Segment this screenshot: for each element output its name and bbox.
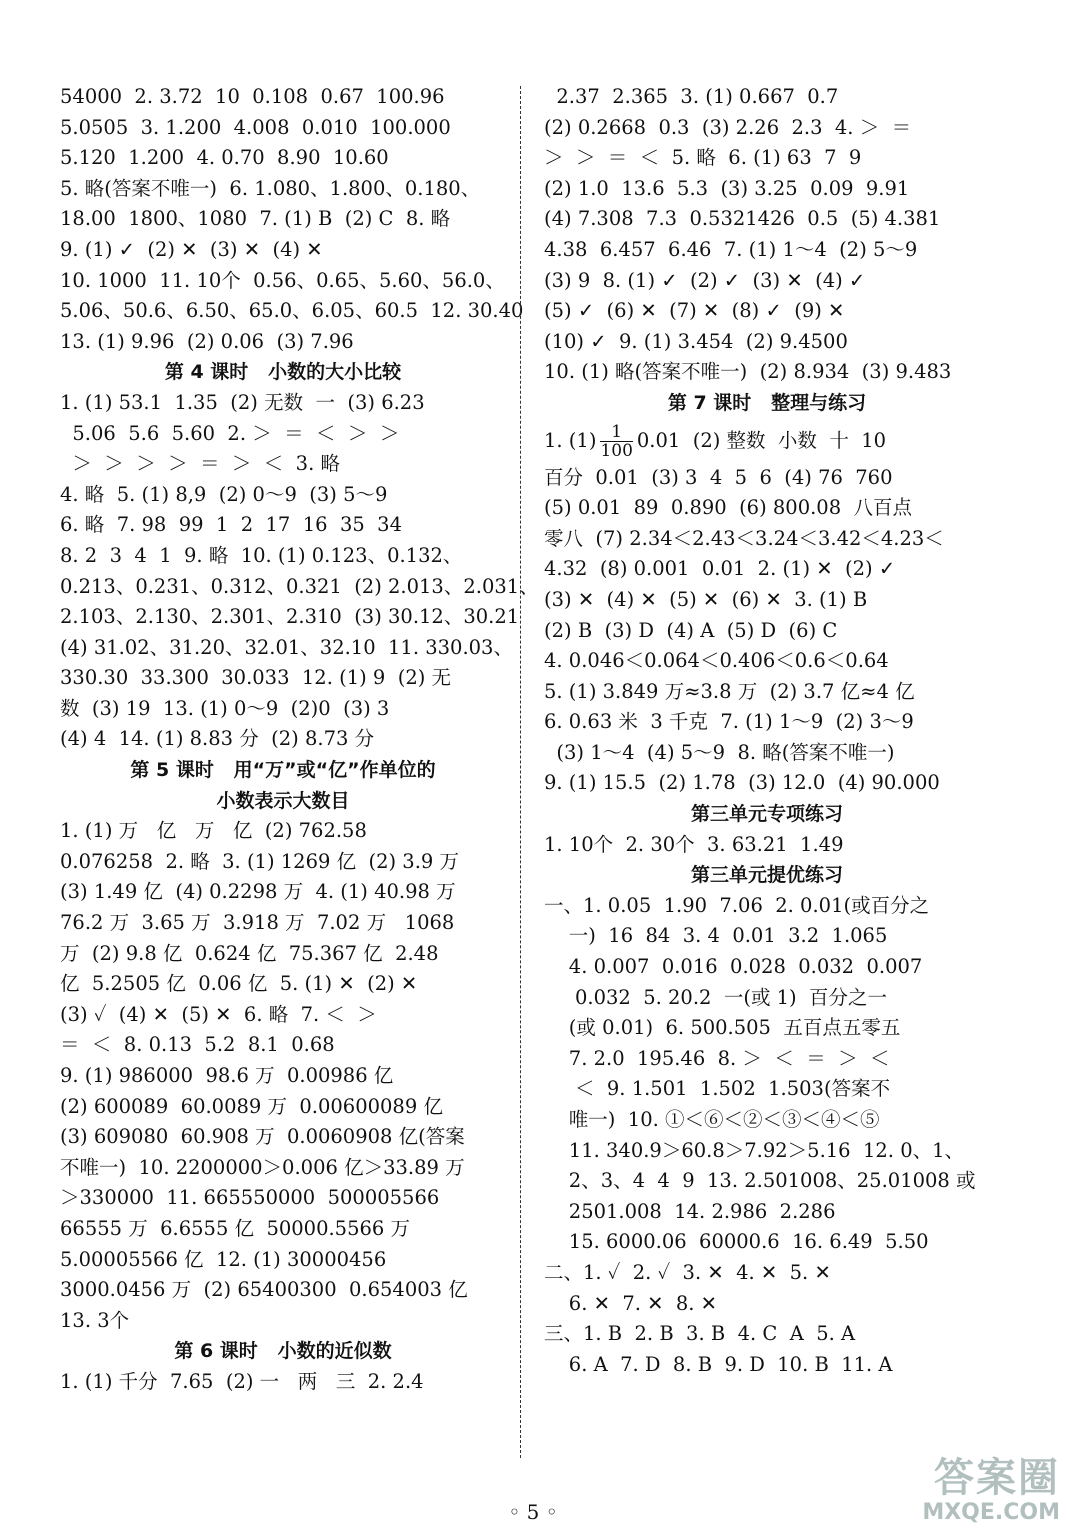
- answer-line: ＜ 9. 1.501 1.502 1.503(答案不: [544, 1077, 891, 1101]
- answer-line: 13. 3个: [60, 1308, 130, 1332]
- answer-line: 2.103、2.130、2.301、2.310 (3) 30.12、30.21: [60, 605, 520, 629]
- answer-line: 万 (2) 9.8 亿 0.624 亿 75.367 亿 2.48: [60, 941, 439, 965]
- answer-line: 7. 2.0 195.46 8. ＞ ＜ ＝ ＞ ＜: [544, 1046, 890, 1070]
- answer-line: 6. ✕ 7. ✕ 8. ✕: [544, 1291, 718, 1315]
- answer-text: 0.01 (2) 整数 小数 十 10: [636, 428, 887, 452]
- section-heading: 第三单元专项练习: [690, 803, 843, 826]
- answer-line: (3) 1～4 (4) 5～9 8. 略(答案不唯一): [544, 740, 895, 764]
- answer-line: 2.37 2.365 3. (1) 0.667 0.7: [544, 85, 839, 108]
- left-answer-column: [60, 82, 539, 1398]
- answer-line: (2) B (3) D (4) A (5) D (6) C: [544, 618, 838, 642]
- answer-line: ＝ ＜ 8. 0.13 5.2 8.1 0.68: [60, 1033, 335, 1057]
- watermark-text: 答案圈: [934, 1455, 1060, 1501]
- section-heading: 小数表示大数目: [216, 789, 350, 812]
- fraction-numerator: 1: [600, 423, 632, 442]
- answer-line: 18.00 1800、1080 7. (1) B (2) C 8. 略: [60, 207, 451, 231]
- answer-line: 不唯一) 10. 2200000＞0.006 亿＞33.89 万: [60, 1155, 465, 1179]
- answer-line: 4.32 (8) 0.001 0.01 2. (1) ✕ (2) ✓: [544, 557, 896, 581]
- fraction-denominator: 100: [600, 440, 633, 461]
- answer-line: 5.00005566 亿 12. (1) 30000456: [60, 1247, 387, 1271]
- answer-line: 亿 5.2505 亿 0.06 亿 5. (1) ✕ (2) ✕: [60, 972, 418, 996]
- answer-line: 4.38 6.457 6.46 7. (1) 1～4 (2) 5～9: [544, 237, 918, 261]
- answer-line: 5. (1) 3.849 万≈3.8 万 (2) 3.7 亿≈4 亿: [544, 679, 915, 703]
- answer-line: (2) 600089 60.0089 万 0.00600089 亿: [60, 1094, 443, 1118]
- fraction: [600, 423, 632, 460]
- answer-line: 0.032 5. 20.2 一(或 1) 百分之一: [544, 985, 888, 1009]
- answer-line: 330.30 33.300 30.033 12. (1) 9 (2) 无: [60, 666, 452, 690]
- answer-line: 13. (1) 9.96 (2) 0.06 (3) 7.96: [60, 329, 354, 353]
- answer-line: 5. 略(答案不唯一) 6. 1.080、1.800、0.180、: [60, 176, 481, 200]
- answer-line: (5) ✓ (6) ✕ (7) ✕ (8) ✓ (9) ✕: [544, 299, 845, 323]
- answer-line: 5.06、50.6、6.50、65.0、6.05、60.5 12. 30.40: [60, 299, 524, 323]
- page-number: ◦ 5 ◦: [508, 1500, 558, 1524]
- answer-line: 6. A 7. D 8. B 9. D 10. B 11. A: [544, 1352, 893, 1376]
- answer-line: 1. (1) 千分 7.65 (2) 一 两 三 2. 2.4: [60, 1369, 424, 1393]
- answer-line: (3) 609080 60.908 万 0.0060908 亿(答案: [60, 1125, 465, 1149]
- right-answer-column: [544, 82, 990, 1380]
- answer-line: (3) 1.49 亿 (4) 0.2298 万 4. (1) 40.98 万: [60, 880, 456, 904]
- answer-line: 一、1. 0.05 1.90 7.06 2. 0.01(或百分之: [544, 893, 930, 917]
- answer-line: 三、1. B 2. B 3. B 4. C A 5. A: [544, 1322, 856, 1346]
- answer-line: 一) 16 84 3. 4 0.01 3.2 1.065: [544, 924, 888, 948]
- answer-line: 15. 6000.06 60000.6 16. 6.49 5.50: [544, 1230, 929, 1254]
- section-heading: 第 7 课时 整理与练习: [667, 391, 867, 414]
- answer-line: 4. 0.007 0.016 0.028 0.032 0.007: [544, 955, 923, 979]
- answer-line: ＞ ＞ ＞ ＞ ＝ ＞ ＜ 3. 略: [60, 452, 340, 476]
- answer-line: 6. 0.63 米 3 千克 7. (1) 1～9 (2) 3～9: [544, 710, 914, 734]
- answer-line: 10. (1) 略(答案不唯一) (2) 8.934 (3) 9.483: [544, 360, 952, 384]
- answer-line: 54000 2. 3.72 10 0.108 0.67 100.96: [60, 85, 445, 108]
- section-heading: 第三单元提优练习: [690, 864, 843, 887]
- section-heading: 第 5 课时 用“万”或“亿”作单位的: [130, 759, 436, 782]
- answer-text: 1. (1): [544, 428, 597, 452]
- answer-line: 5.120 1.200 4. 0.70 8.90 10.60: [60, 146, 389, 170]
- column-divider: [520, 86, 521, 1458]
- answer-line: 8. 2 3 4 1 9. 略 10. (1) 0.123、0.132、: [60, 543, 463, 567]
- answer-line: 5.0505 3. 1.200 4.008 0.010 100.000: [60, 115, 451, 139]
- answer-line: (4) 31.02、31.20、32.01、32.10 11. 330.03、: [60, 635, 513, 659]
- answer-line: 9. (1) 986000 98.6 万 0.00986 亿: [60, 1064, 394, 1087]
- answer-line: (2) 0.2668 0.3 (3) 2.26 2.3 4. ＞ ＝: [544, 115, 912, 139]
- answer-line: 1. 10个 2. 30个 3. 63.21 1.49: [544, 832, 844, 856]
- answer-line: (或 0.01) 6. 500.505 五百点五零五: [544, 1016, 901, 1040]
- answer-line: 0.076258 2. 略 3. (1) 1269 亿 (2) 3.9 万: [60, 849, 460, 873]
- answer-line: 3000.0456 万 (2) 65400300 0.654003 亿: [60, 1278, 468, 1302]
- answer-line: 76.2 万 3.65 万 3.918 万 7.02 万 1068: [60, 911, 455, 935]
- answer-line: 1. (1) 53.1 1.35 (2) 无数 一 (3) 6.23: [60, 390, 425, 414]
- watermark-url: MXQE.COM: [922, 1500, 1060, 1525]
- answer-line: ＞ ＞ ＝ ＜ 5. 略 6. (1) 63 7 9: [544, 146, 862, 170]
- answer-line: 1. (1) 万 亿 万 亿 (2) 762.58: [60, 819, 367, 843]
- answer-line: 2501.008 14. 2.986 2.286: [544, 1199, 836, 1223]
- answer-line: (4) 7.308 7.3 0.5321426 0.5 (5) 4.381: [544, 207, 941, 231]
- answer-line: (4) 4 14. (1) 8.83 分 (2) 8.73 分: [60, 727, 375, 751]
- answer-line: 9. (1) 15.5 (2) 1.78 (3) 12.0 (4) 90.000: [544, 771, 940, 795]
- answer-line: (10) ✓ 9. (1) 3.454 (2) 9.4500: [544, 329, 848, 353]
- answer-line: 11. 340.9＞60.8＞7.92＞5.16 12. 0、1、: [544, 1138, 965, 1162]
- answer-line: [544, 419, 990, 463]
- answer-line: 4. 略 5. (1) 8,9 (2) 0～9 (3) 5～9: [60, 482, 388, 506]
- answer-line: 数 (3) 19 13. (1) 0～9 (2)0 (3) 3: [60, 696, 390, 720]
- answer-line: 6. 略 7. 98 99 1 2 17 16 35 34: [60, 513, 402, 537]
- watermark-logo: [890, 1455, 1060, 1525]
- answer-line: 9. (1) ✓ (2) ✕ (3) ✕ (4) ✕: [60, 237, 323, 261]
- answer-line: (3) ✕ (4) ✕ (5) ✕ (6) ✕ 3. (1) B: [544, 587, 868, 611]
- answer-line: 零八 (7) 2.34＜2.43＜3.24＜3.42＜4.23＜: [544, 526, 944, 550]
- section-heading: 第 4 课时 小数的大小比较: [164, 361, 402, 384]
- answer-line: (3) 9 8. (1) ✓ (2) ✓ (3) ✕ (4) ✓: [544, 268, 866, 292]
- answer-line: 百分 0.01 (3) 3 4 5 6 (4) 76 760: [544, 465, 893, 489]
- answer-line: 4. 0.046＜0.064＜0.406＜0.6＜0.64: [544, 649, 889, 673]
- answer-line: (2) 1.0 13.6 5.3 (3) 3.25 0.09 9.91: [544, 176, 910, 200]
- answer-line: 0.213、0.231、0.312、0.321 (2) 2.013、2.031、: [60, 574, 539, 598]
- answer-line: (5) 0.01 89 0.890 (6) 800.08 八百点: [544, 496, 913, 520]
- answer-line: 二、1. ✓ 2. ✓ 3. ✕ 4. ✕ 5. ✕: [544, 1260, 831, 1284]
- answer-line: 66555 万 6.6555 亿 50000.5566 万: [60, 1216, 411, 1240]
- answer-line: ＞330000 11. 665550000 500005566: [60, 1186, 440, 1210]
- answer-line: 10. 1000 11. 10个 0.56、0.65、5.60、56.0、: [60, 268, 505, 292]
- answer-line: 5.06 5.6 5.60 2. ＞ ＝ ＜ ＞ ＞: [60, 421, 400, 445]
- section-heading: 第 6 课时 小数的近似数: [174, 1340, 392, 1363]
- answer-line: 唯一) 10. ①＜⑥＜②＜③＜④＜⑤: [544, 1108, 880, 1131]
- answer-line: 2、3、4 4 9 13. 2.501008、25.01008 或: [544, 1169, 976, 1193]
- answer-line: (3) ✓ (4) ✕ (5) ✕ 6. 略 7. ＜ ＞: [60, 1002, 377, 1026]
